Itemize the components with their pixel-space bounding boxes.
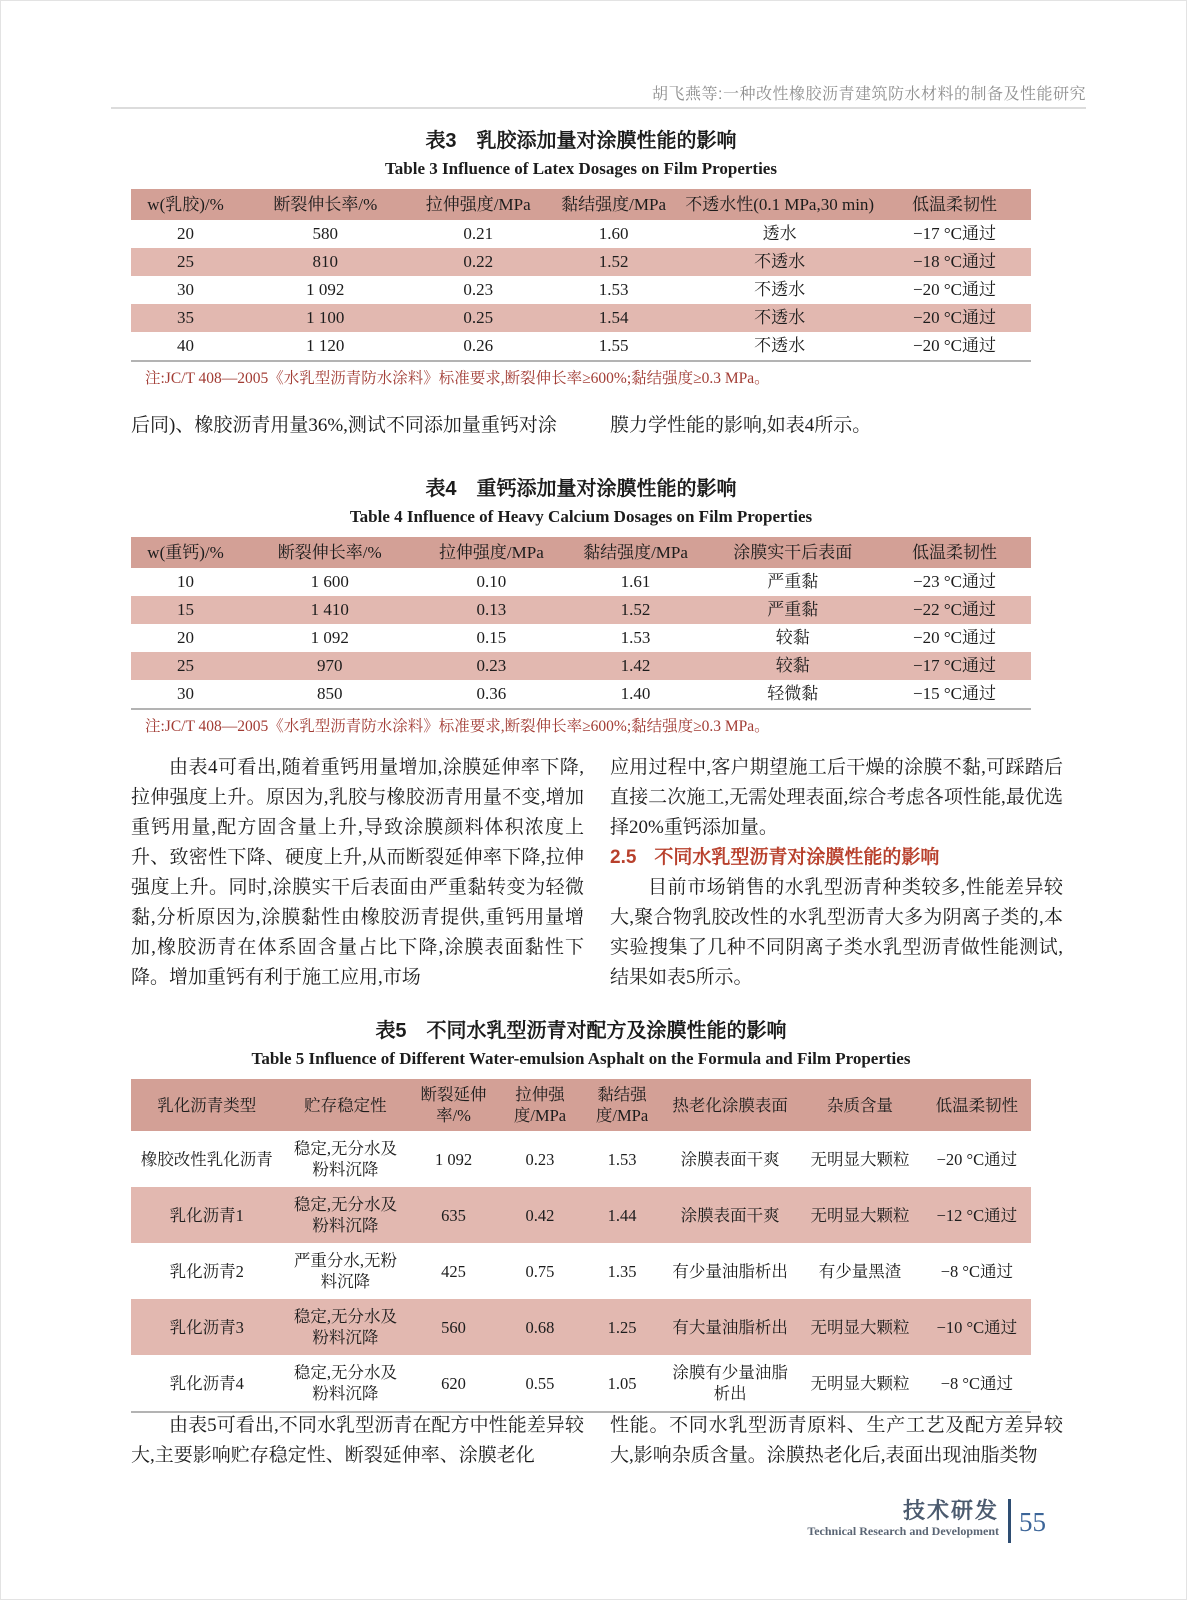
footer-divider-bar	[1008, 1499, 1011, 1543]
table4-note: 注:JC/T 408—2005《水乳型沥青防水涂料》标准要求,断裂伸长率≥600%;黏结强度≥0.3 MPa。	[145, 718, 770, 735]
column-header: 黏结强度/MPa	[581, 1079, 663, 1131]
table-cell: 1.53	[607, 1149, 637, 1169]
table-cell: 不透水	[754, 336, 806, 355]
table-cell: 1 092	[306, 280, 345, 299]
body-text: 后同)、橡胶沥青用量36%,测试不同添加量重钙对涂	[131, 415, 557, 436]
column-header: 热老化涂膜表面	[663, 1079, 797, 1131]
column-header: 断裂延伸率/%	[408, 1079, 499, 1131]
column-header: 拉伸强度/MPa	[419, 537, 563, 568]
table-cell: 稳定,无分水及粉料沉降	[283, 1187, 409, 1243]
table-row	[131, 1187, 1031, 1243]
table-cell: 有少量黑渣	[818, 1261, 902, 1281]
table-row	[131, 1131, 1031, 1187]
table-cell: 0.26	[463, 336, 494, 355]
table-cell: 乳化沥青3	[131, 1299, 283, 1355]
table-cell: 580	[312, 224, 339, 243]
column-header: 断裂伸长率/%	[240, 537, 419, 568]
table-row	[131, 652, 1031, 680]
table-cell: 25	[131, 652, 240, 680]
table-cell: −20 °C通过	[913, 336, 996, 355]
table-cell: 1.52	[563, 596, 707, 624]
table3-note: 注:JC/T 408—2005《水乳型沥青防水涂料》标准要求,断裂伸长率≥600%;黏结强度≥0.3 MPa。	[145, 370, 770, 387]
table-cell: −20 °C通过	[878, 304, 1031, 332]
table-cell: 25	[131, 248, 240, 276]
table-cell: 无明显大颗粒	[810, 1149, 910, 1169]
paragraph-row-2	[131, 753, 1063, 993]
table-cell: 1.44	[581, 1187, 663, 1243]
table-row	[131, 304, 1031, 332]
table-header-row	[131, 1079, 1031, 1131]
table-cell: 1.55	[598, 336, 629, 355]
table-cell: −8 °C通过	[940, 1261, 1014, 1281]
table-cell: 1 100	[240, 304, 410, 332]
table-cell: −23 °C通过	[913, 572, 996, 591]
table-cell: 0.25	[411, 304, 546, 332]
column-header: w(重钙)/%	[131, 537, 240, 568]
column-header: 低温柔韧性	[923, 1079, 1031, 1131]
table-cell: 无明显大颗粒	[797, 1299, 923, 1355]
table-cell: 1 092	[434, 1149, 473, 1169]
table-cell: 1.53	[598, 280, 629, 299]
table-row	[131, 568, 1031, 596]
column-header: 涂膜实干后表面	[708, 537, 878, 568]
table-cell: 425	[441, 1261, 466, 1281]
page-number: 55	[1019, 1507, 1046, 1537]
table-cell: 1.60	[598, 224, 629, 243]
table3-title-en: Table 3 Influence of Latex Dosages on Film Properties	[385, 159, 777, 178]
footer-section-label	[807, 1499, 999, 1539]
table-cell: −17 °C通过	[913, 224, 996, 243]
paragraph-2-right-column	[610, 753, 1063, 993]
table3	[131, 189, 1031, 362]
table-cell: 40	[177, 336, 195, 355]
table-cell: 1.05	[607, 1373, 637, 1393]
column-header: 低温柔韧性	[878, 537, 1031, 568]
table-cell: 橡胶改性乳化沥青	[140, 1149, 273, 1169]
table-cell: 有大量油脂析出	[663, 1299, 797, 1355]
table-cell: 1 092	[310, 628, 349, 647]
column-header: 拉伸强度/MPa	[499, 1079, 581, 1131]
table-header-row	[131, 189, 1031, 220]
table-cell: 1 120	[306, 336, 345, 355]
body-text: 由表4可看出,随着重钙用量增加,涂膜延伸率下降,拉伸强度上升。原因为,乳胶与橡胶沥青用量不变,增加重钙用量,配方固含量上升,导致涂膜颜料体积浓度上升、致密性下降、硬度上升,从而断裂延伸率下降,拉伸强度上升。同时,涂膜实干后表面由严重黏转变为轻微黏,分析原因为,涂膜黏性由橡胶沥青提供,重钙用量增加,橡胶沥青在体系固含量占比下降,涂膜表面黏性下降。增加重钙有利于施工应用,市场	[131, 757, 584, 988]
table-cell: 乳化沥青1	[131, 1187, 283, 1243]
page-footer	[807, 1499, 1046, 1543]
table-cell: 0.10	[476, 572, 507, 591]
table-cell: −10 °C通过	[923, 1299, 1031, 1355]
column-header: 低温柔韧性	[878, 189, 1031, 220]
table-cell: 严重黏	[767, 572, 819, 591]
table-cell: −20 °C通过	[936, 1149, 1018, 1169]
table-cell: 1 410	[240, 596, 419, 624]
table-cell: 0.13	[419, 596, 563, 624]
table-cell: −12 °C通过	[923, 1187, 1031, 1243]
table-cell: 不透水	[754, 280, 806, 299]
table-row	[131, 596, 1031, 624]
table-cell: 1.42	[563, 652, 707, 680]
table-cell: 0.55	[525, 1373, 555, 1393]
body-text: 目前市场销售的水乳型沥青种类较多,性能差异较大,聚合物乳胶改性的水乳型沥青大多为阴离子类的,本实验搜集了几种不同阴离子类水乳型沥青做性能测试,结果如表5所示。	[610, 877, 1063, 988]
table-cell: 涂膜表面干爽	[663, 1187, 797, 1243]
table-cell: 0.42	[499, 1187, 581, 1243]
table4-block	[131, 477, 1031, 737]
column-header: w(乳胶)/%	[131, 189, 240, 220]
running-head: 胡飞燕等:一种改性橡胶沥青建筑防水材料的制备及性能研究	[652, 86, 1086, 103]
paragraph-3-right-column	[610, 1411, 1063, 1471]
table-cell: 560	[408, 1299, 499, 1355]
table-cell: 635	[408, 1187, 499, 1243]
table-cell: 30	[177, 280, 195, 299]
body-text: 性能。不同水乳型沥青原料、生产工艺及配方差异较大,影响杂质含量。涂膜热老化后,表面出现油脂类物	[610, 1415, 1063, 1466]
table-row	[131, 624, 1031, 652]
table-row	[131, 220, 1031, 248]
table-cell: 970	[240, 652, 419, 680]
paragraph-row-3	[131, 1411, 1063, 1471]
table-cell: 稳定,无分水及粉料沉降	[293, 1363, 397, 1403]
table4-title-cn: 表4 重钙添加量对涂膜性能的影响	[425, 478, 737, 500]
column-header: 乳化沥青类型	[131, 1079, 283, 1131]
table-cell: 有少量油脂析出	[672, 1261, 788, 1281]
table-cell: 乳化沥青2	[169, 1261, 244, 1281]
table-cell: 20	[177, 628, 195, 647]
column-header: 断裂伸长率/%	[240, 189, 410, 220]
table-cell: 透水	[762, 224, 797, 243]
column-header: 黏结强度/MPa	[563, 537, 707, 568]
table-cell: 0.22	[411, 248, 546, 276]
table-cell: −15 °C通过	[913, 684, 996, 703]
table-cell: 0.21	[463, 224, 494, 243]
column-header: 拉伸强度/MPa	[411, 189, 546, 220]
table3-block	[131, 129, 1031, 389]
table-cell: −8 °C通过	[940, 1373, 1014, 1393]
table-cell: −20 °C通过	[913, 280, 996, 299]
column-header: 不透水性(0.1 MPa,30 min)	[681, 189, 878, 220]
table-cell: 10	[177, 572, 195, 591]
table-cell: 0.75	[525, 1261, 555, 1281]
table5-block	[131, 1019, 1031, 1413]
table5-title-en: Table 5 Influence of Different Water-emulsion Asphalt on the Formula and Film Properties	[251, 1049, 911, 1068]
column-header: 黏结强度/MPa	[546, 189, 681, 220]
table-cell: 850	[316, 684, 343, 703]
table-cell: 0.23	[419, 652, 563, 680]
column-header: 贮存稳定性	[283, 1079, 409, 1131]
table-cell: 较黏	[775, 628, 810, 647]
paragraph-1-right-column	[610, 411, 1063, 441]
table-cell: 35	[131, 304, 240, 332]
table5	[131, 1079, 1031, 1413]
table-cell: −20 °C通过	[913, 628, 996, 647]
table-cell: −22 °C通过	[878, 596, 1031, 624]
table-cell: 0.68	[499, 1299, 581, 1355]
table-cell: 涂膜有少量油脂析出	[672, 1363, 788, 1403]
table-cell: 1.61	[620, 572, 651, 591]
table-row	[131, 248, 1031, 276]
table-cell: 严重黏	[708, 596, 878, 624]
table4	[131, 537, 1031, 710]
table-cell: 轻微黏	[767, 684, 819, 703]
table-header-row	[131, 537, 1031, 568]
section-heading-2-5	[610, 843, 1063, 873]
table-cell: −17 °C通过	[878, 652, 1031, 680]
body-text: 膜力学性能的影响,如表4所示。	[610, 415, 872, 436]
table5-title-cn: 表5 不同水乳型沥青对配方及涂膜性能的影响	[375, 1020, 787, 1042]
table-cell: 较黏	[708, 652, 878, 680]
table-cell: 不透水	[681, 304, 878, 332]
body-text: 由表5可看出,不同水乳型沥青在配方中性能差异较大,主要影响贮存稳定性、断裂延伸率、涂膜老化	[131, 1415, 584, 1466]
table-cell: 0.23	[525, 1149, 555, 1169]
table-cell: 0.15	[476, 628, 507, 647]
table-cell: 30	[177, 684, 195, 703]
table-cell: 涂膜表面干爽	[680, 1149, 780, 1169]
table4-title-en: Table 4 Influence of Heavy Calcium Dosages on Film Properties	[349, 507, 813, 526]
table-cell: 1.35	[607, 1261, 637, 1281]
table-cell: 810	[240, 248, 410, 276]
table-cell: 稳定,无分水及粉料沉降	[293, 1139, 397, 1179]
table-cell: 0.23	[463, 280, 494, 299]
table-cell: −18 °C通过	[878, 248, 1031, 276]
table-row	[131, 1243, 1031, 1299]
table-cell: 620	[441, 1373, 466, 1393]
table-cell: 不透水	[681, 248, 878, 276]
section-number: 2.5	[610, 847, 637, 868]
table-cell: 1.40	[620, 684, 651, 703]
body-text: 应用过程中,客户期望施工后干燥的涂膜不黏,可踩踏后直接二次施工,无需处理表面,综合考虑各项性能,最优选择20%重钙添加量。	[610, 757, 1063, 838]
table-cell: 无明显大颗粒	[810, 1373, 910, 1393]
table-cell: 1.53	[620, 628, 651, 647]
footer-label-en: Technical Research and Development	[807, 1524, 999, 1538]
table-row	[131, 332, 1031, 361]
table-cell: 1.25	[581, 1299, 663, 1355]
header-rule	[111, 107, 1086, 109]
table-cell: 无明显大颗粒	[797, 1187, 923, 1243]
table3-title-cn: 表3 乳胶添加量对涂膜性能的影响	[425, 130, 737, 152]
table-row	[131, 680, 1031, 709]
table-cell: 严重分水,无粉料沉降	[293, 1251, 397, 1291]
table-cell: 乳化沥青4	[169, 1373, 244, 1393]
column-header: 杂质含量	[797, 1079, 923, 1131]
table-cell: 0.36	[476, 684, 507, 703]
table-cell: 15	[131, 596, 240, 624]
paragraph-row-1	[131, 411, 1063, 441]
table-cell: 1.54	[546, 304, 681, 332]
table-row	[131, 1299, 1031, 1355]
section-title: 不同水乳型沥青对涂膜性能的影响	[654, 847, 940, 868]
paragraph-3-left-column	[131, 1411, 584, 1471]
table-cell: 1 600	[310, 572, 349, 591]
footer-label-cn: 技术研发	[902, 1498, 999, 1523]
paragraph-2-left-column	[131, 753, 584, 993]
table-cell: 稳定,无分水及粉料沉降	[283, 1299, 409, 1355]
table-row	[131, 1355, 1031, 1412]
table-cell: 20	[177, 224, 195, 243]
paragraph-1-left-column	[131, 411, 584, 441]
table-cell: 1.52	[546, 248, 681, 276]
table-row	[131, 276, 1031, 304]
